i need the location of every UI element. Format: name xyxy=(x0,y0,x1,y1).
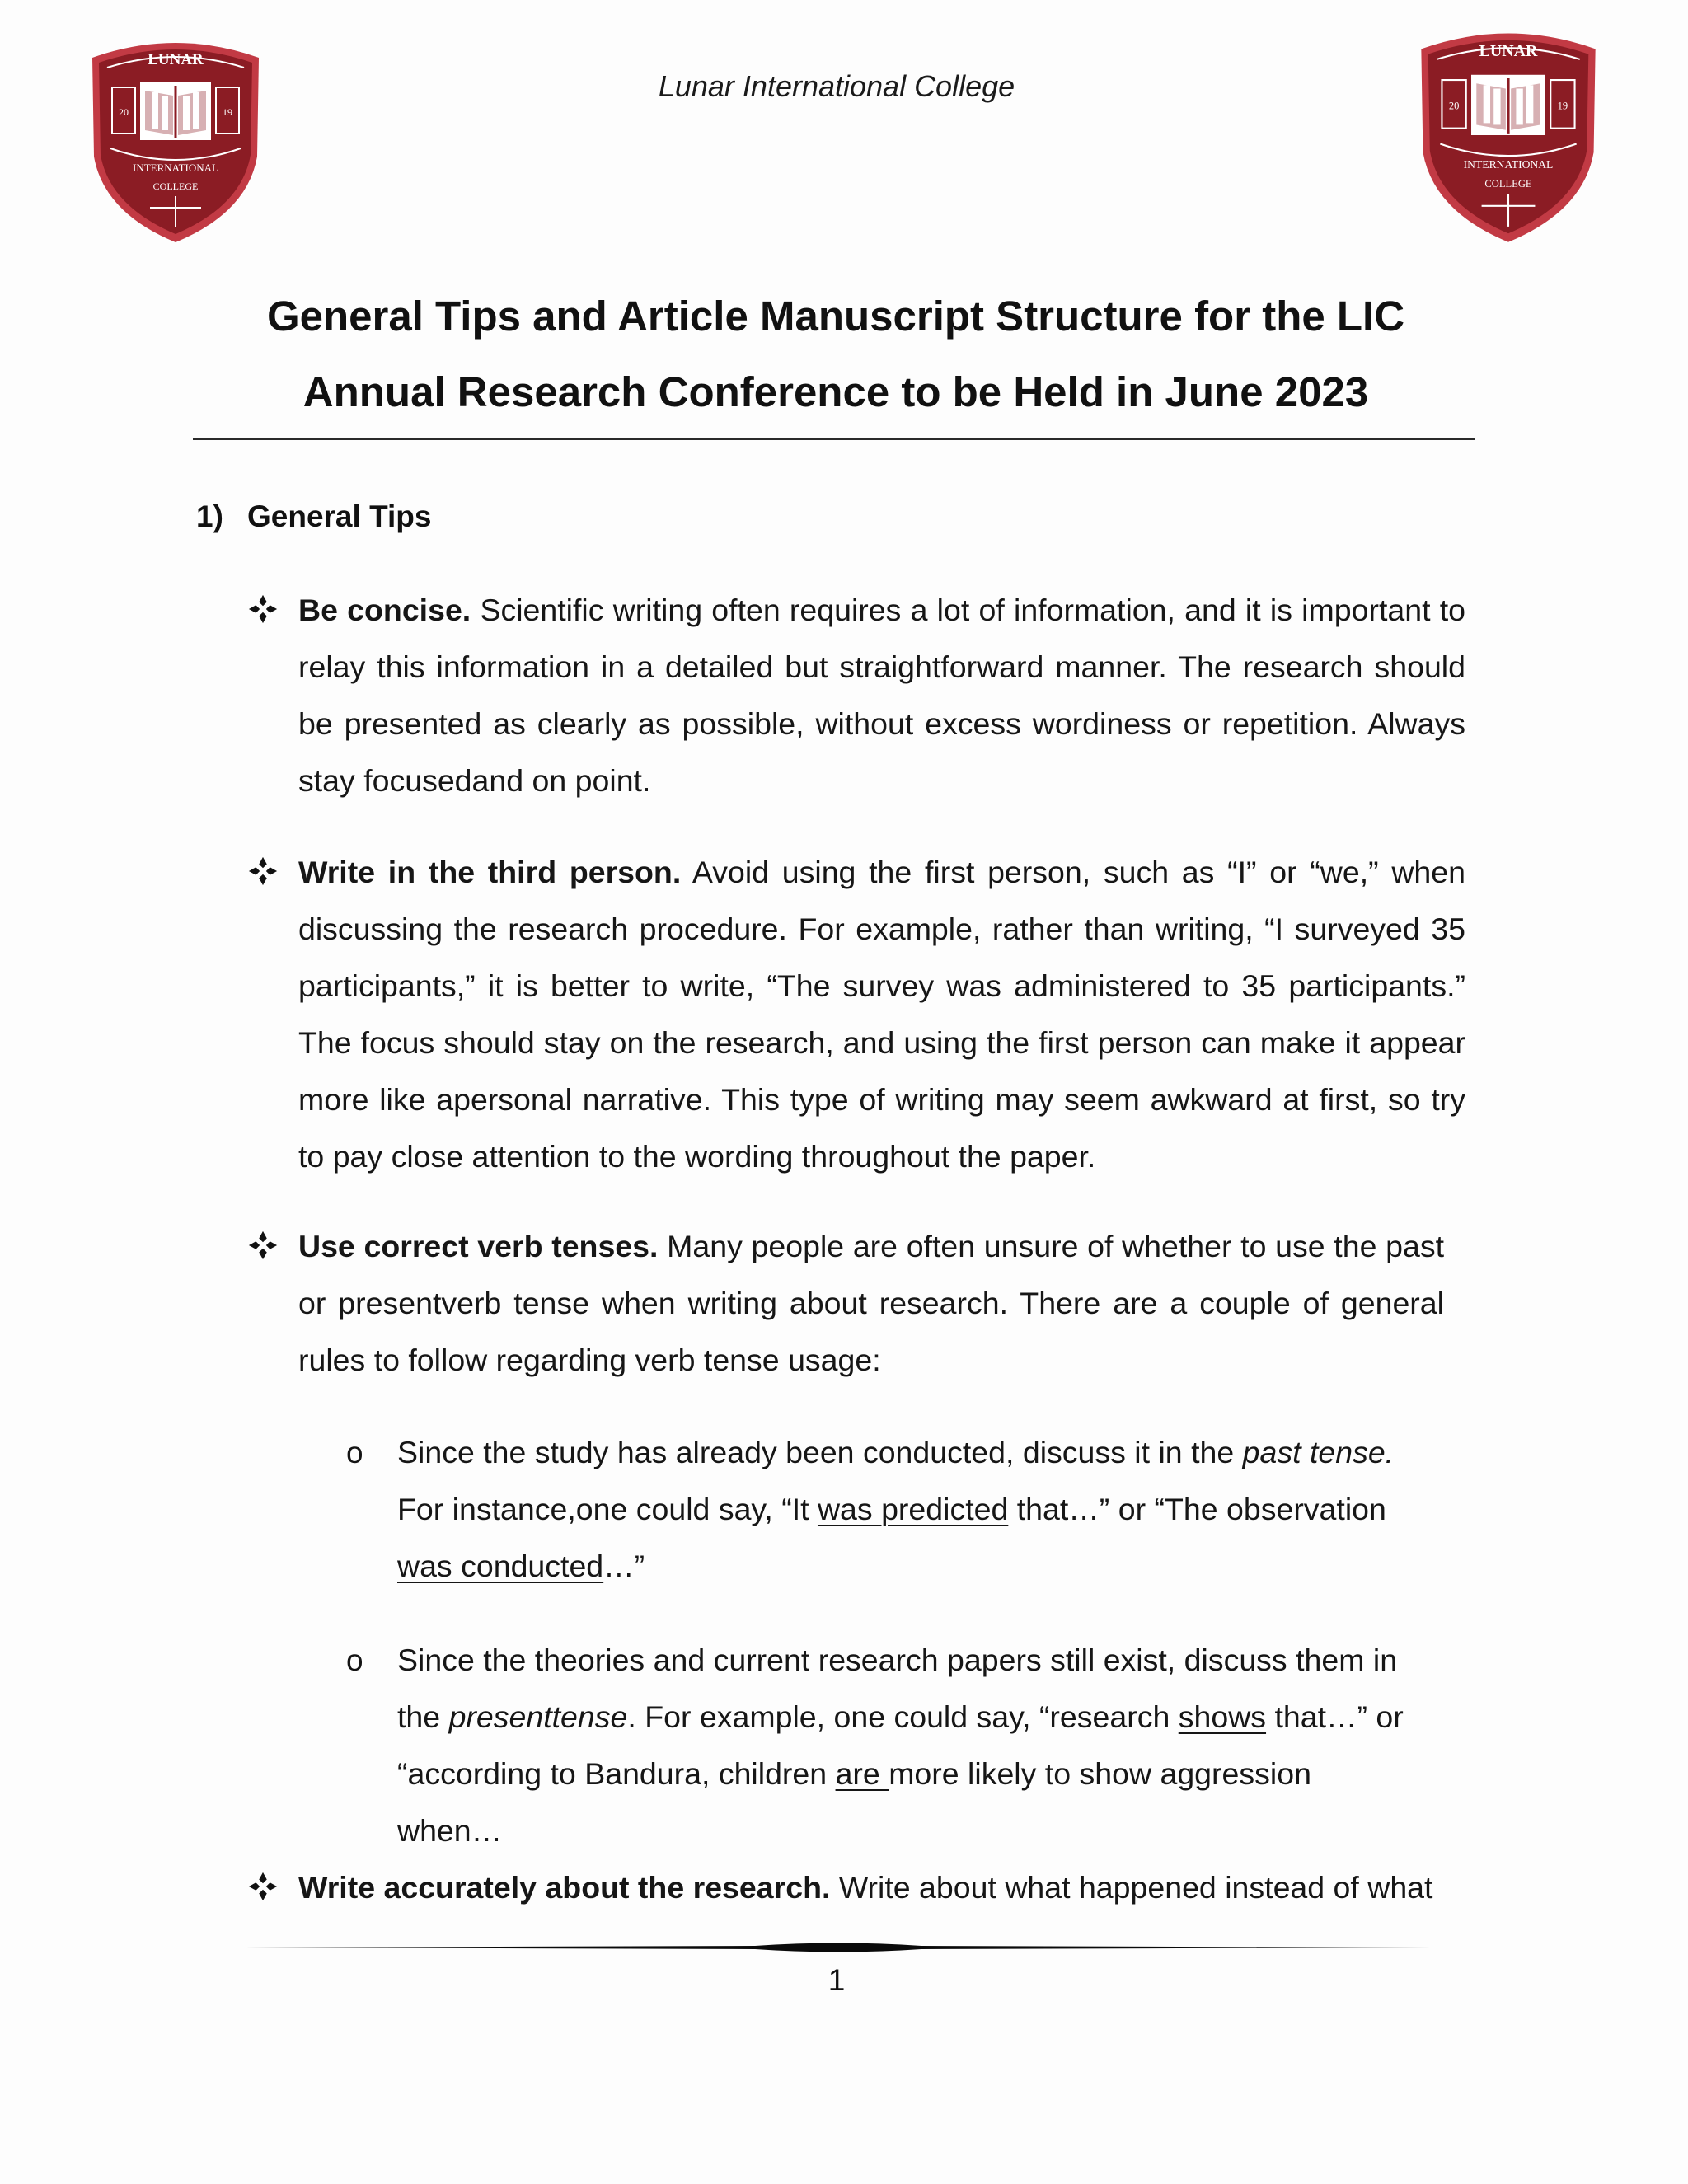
sub-list-item xyxy=(346,1632,1409,1859)
tip-lead: Write accurately about the research. xyxy=(298,1870,831,1905)
svg-text:COLLEGE: COLLEGE xyxy=(1484,177,1532,190)
document-title-line-2: Annual Research Conference to be Held in June 2023 xyxy=(302,368,1369,415)
svg-text:20: 20 xyxy=(119,106,129,118)
svg-text:LUNAR: LUNAR xyxy=(1479,41,1538,60)
diamond-bullet-icon xyxy=(247,1230,279,1261)
sub-text: Since the study has already been conducted, discuss it in the xyxy=(397,1435,1243,1469)
svg-text:20: 20 xyxy=(1448,100,1460,112)
title-divider xyxy=(193,438,1475,440)
tip-lead: Be concise. xyxy=(298,593,471,627)
sub-bullet-marker: o xyxy=(346,1436,363,1469)
footer-divider xyxy=(244,1938,1432,1957)
list-item xyxy=(247,1859,1465,1916)
svg-text:19: 19 xyxy=(1557,100,1568,112)
underlined-text: was predicted xyxy=(817,1492,1009,1526)
svg-text:19: 19 xyxy=(223,106,232,118)
underlined-text: shows xyxy=(1178,1699,1267,1734)
section-title: General Tips xyxy=(247,499,432,533)
underlined-text: are xyxy=(835,1756,889,1791)
list-item xyxy=(247,844,1465,1185)
sub-text: that…” or “according to Bandura, children xyxy=(397,1699,1404,1791)
diamond-bullet-icon xyxy=(247,593,279,625)
svg-text:LUNAR: LUNAR xyxy=(148,51,204,68)
sub-text: …” xyxy=(603,1549,645,1583)
document-title-line-1: General Tips and Article Manuscript Structure for the LIC xyxy=(266,293,1405,340)
svg-text:COLLEGE: COLLEGE xyxy=(152,180,199,192)
underlined-text: was conducted xyxy=(397,1549,604,1583)
sub-text: more likely to show aggression when… xyxy=(397,1756,1311,1848)
diamond-bullet-icon xyxy=(247,1871,279,1902)
svg-text:INTERNATIONAL: INTERNATIONAL xyxy=(133,162,218,174)
sub-text: . For example, one could say, “research xyxy=(627,1699,1179,1734)
sub-bullet-marker: o xyxy=(346,1643,363,1677)
sub-text: For instance,one could say, “It xyxy=(397,1492,818,1526)
document-title xyxy=(185,279,1487,430)
tip-lead: Use correct verb tenses. xyxy=(298,1229,659,1263)
tip-text: Avoid using the first person, such as “I” or “we,” when discussing the research procedure. For example, rather than writing, “I surveyed 35 participants,” it is better to write, “The survey was administered to 35 participants.” The focus should stay on the research, and using the first person can make it appear more like apersonal narrative. This type of writing may seem awkward at first, so try to pay close attention to the wording throughout the paper. xyxy=(298,855,1465,1174)
tip-lead: Write in the third person. xyxy=(298,855,682,889)
sub-text: Since the theories and current research papers still exist, discuss them in the xyxy=(397,1643,1398,1734)
diamond-bullet-icon xyxy=(247,855,279,887)
sub-text: that…” or “The observation xyxy=(1008,1492,1386,1526)
section-heading xyxy=(196,499,431,534)
running-header: Lunar International College xyxy=(658,69,1015,103)
section-number: 1) xyxy=(196,499,223,533)
tip-text: Write about what happened instead of what xyxy=(830,1870,1433,1905)
page-number: 1 xyxy=(828,1963,846,1997)
tip-text: Many people are often unsure of whether to use the past or presentverb tense when writing about research. There are a couple of general rules to follow regarding verb tense usage: xyxy=(298,1229,1444,1377)
list-item xyxy=(247,1218,1444,1389)
sub-list-item xyxy=(346,1424,1434,1595)
emphasis-text: past tense. xyxy=(1242,1435,1395,1469)
tip-text: Scientific writing often requires a lot of information, and it is important to relay this information in a detailed but straightforward manner. The research should be presented as clearly as possible, without excess wordiness or repetition. Always stay focusedand on point. xyxy=(298,593,1465,798)
list-item xyxy=(247,582,1465,809)
college-logo-right xyxy=(1409,23,1607,247)
svg-text:INTERNATIONAL: INTERNATIONAL xyxy=(1463,157,1554,171)
college-logo-left xyxy=(82,33,269,247)
emphasis-text: presenttense xyxy=(448,1699,628,1734)
